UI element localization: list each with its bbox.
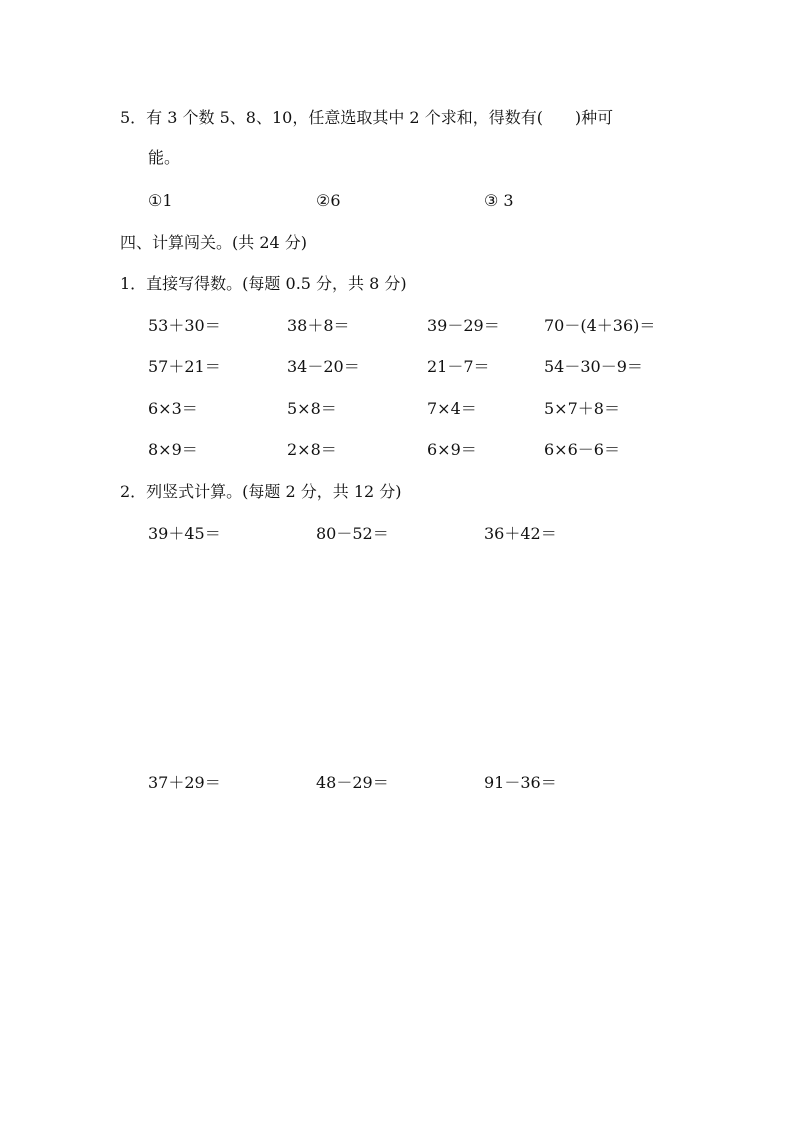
vertical-calc-problem: 48－29＝ (316, 773, 389, 792)
problem: 53＋30＝ (148, 316, 221, 335)
vertical-calc-problem: 91－36＝ (484, 773, 557, 792)
problem: 5×7＋8＝ (544, 399, 620, 418)
vertical-calc-problem: 36＋42＝ (484, 524, 557, 543)
problem: 2×8＝ (287, 440, 337, 459)
question-5-text-cont: 能。 (148, 148, 181, 167)
vertical-calc-problem: 39＋45＝ (148, 524, 221, 543)
problem: 6×9＝ (427, 440, 477, 459)
option-2: ②6 (316, 191, 341, 210)
problem: 39－29＝ (427, 316, 500, 335)
part2-title: 2．列竖式计算。(每题 2 分，共 12 分) (120, 482, 402, 501)
section-heading: 四、计算闯关。(共 24 分) (120, 233, 308, 252)
option-1: ①1 (148, 191, 173, 210)
problem: 57＋21＝ (148, 357, 221, 376)
problem: 34－20＝ (287, 357, 360, 376)
problem: 54－30－9＝ (544, 357, 643, 376)
problem: 7×4＝ (427, 399, 477, 418)
problem: 38＋8＝ (287, 316, 350, 335)
problem: 6×6－6＝ (544, 440, 620, 459)
vertical-calc-problem: 37＋29＝ (148, 773, 221, 792)
problem: 21－7＝ (427, 357, 490, 376)
problem: 8×9＝ (148, 440, 198, 459)
question-5-text: 5．有 3 个数 5、8、10，任意选取其中 2 个求和，得数有( )种可 (120, 108, 614, 127)
problem: 70－(4＋36)＝ (544, 316, 656, 335)
problem: 5×8＝ (287, 399, 337, 418)
problem: 6×3＝ (148, 399, 198, 418)
option-3: ③ 3 (484, 191, 514, 210)
vertical-calc-problem: 80－52＝ (316, 524, 389, 543)
part1-title: 1．直接写得数。(每题 0.5 分，共 8 分) (120, 274, 407, 293)
